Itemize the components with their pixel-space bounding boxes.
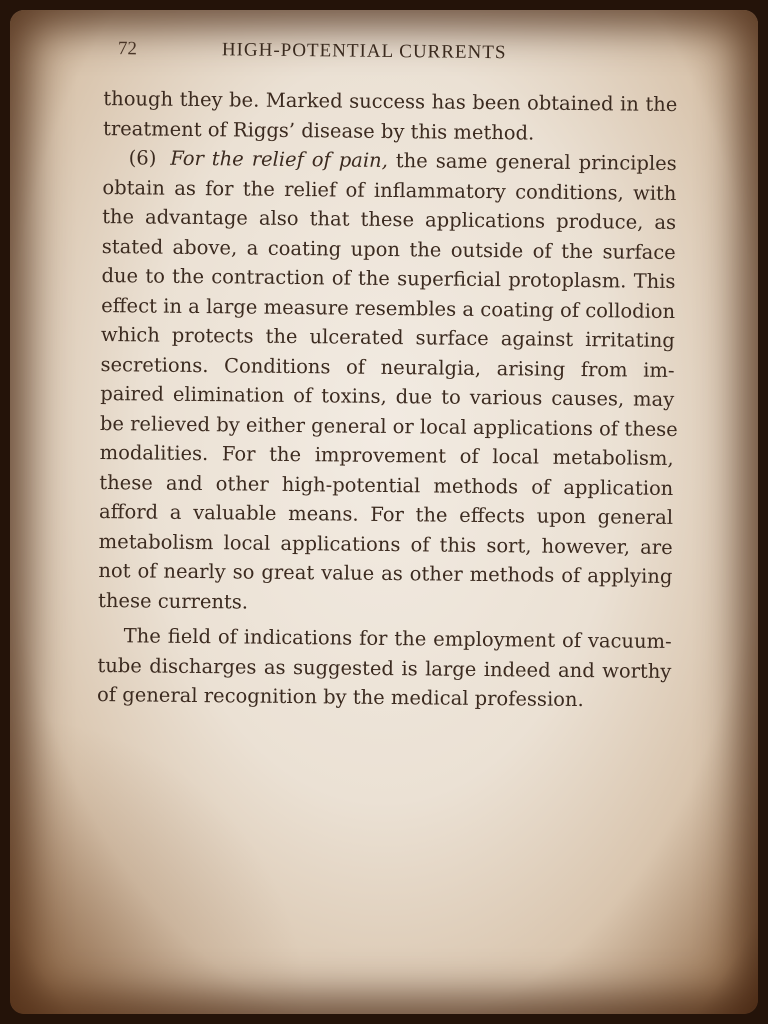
book-page xyxy=(10,10,758,1014)
text-line: obtain as for the relief of inflammatory conditions, with xyxy=(102,175,677,205)
text-line: afford a valuable means. For the effects upon general xyxy=(98,499,674,529)
text-line: stated above, a coating upon the outside of the surface xyxy=(101,234,676,264)
page-text xyxy=(97,38,678,715)
text-line: though they be. Marked success has been obtained in the xyxy=(103,86,678,117)
italic-lead: For the relief of pain, xyxy=(170,146,388,172)
text-line: due to the contraction of the superficial protoplasm. This xyxy=(101,263,676,293)
first-line-rest: the same general principles xyxy=(395,149,677,176)
page-number: 72 xyxy=(117,38,137,60)
text-line: these currents. xyxy=(97,588,249,614)
text-line: secretions. Conditions of neuralgia, arising from im- xyxy=(100,352,675,382)
paragraph-relief-of-pain xyxy=(98,143,677,621)
running-title: HIGH-POTENTIAL CURRENTS xyxy=(221,39,507,64)
text-line: paired elimination of toxins, due to various causes, may xyxy=(100,381,675,411)
text-line: of general recognition by the medical profession. xyxy=(97,682,584,712)
text-line: The field of indications for the employment of vacuum- xyxy=(123,624,672,653)
text-line: treatment of Riggs’ disease by this method. xyxy=(102,116,535,145)
page-header xyxy=(104,38,678,76)
text-line: tube discharges as suggested is large indeed and worthy xyxy=(97,653,672,683)
text-line: effect in a large measure resembles a coating of collodion xyxy=(101,293,676,323)
text-line: modalities. For the improvement of local metabolism, xyxy=(99,440,674,470)
text-line: which protects the ulcerated surface against irritating xyxy=(100,322,675,352)
item-label: (6) xyxy=(128,146,157,170)
text-line: the advantage also that these applications produce, as xyxy=(102,204,677,235)
paragraph-continued xyxy=(103,84,678,149)
text-line: be relieved by either general or local applications of these xyxy=(99,411,678,441)
text-line: these and other high-potential methods of application xyxy=(99,470,674,500)
paragraph-field-of-indications xyxy=(97,621,672,716)
text-line: not of nearly so great value as other methods of applying xyxy=(98,558,673,588)
text-line: metabolism local applications of this sort, however, are xyxy=(98,529,673,559)
